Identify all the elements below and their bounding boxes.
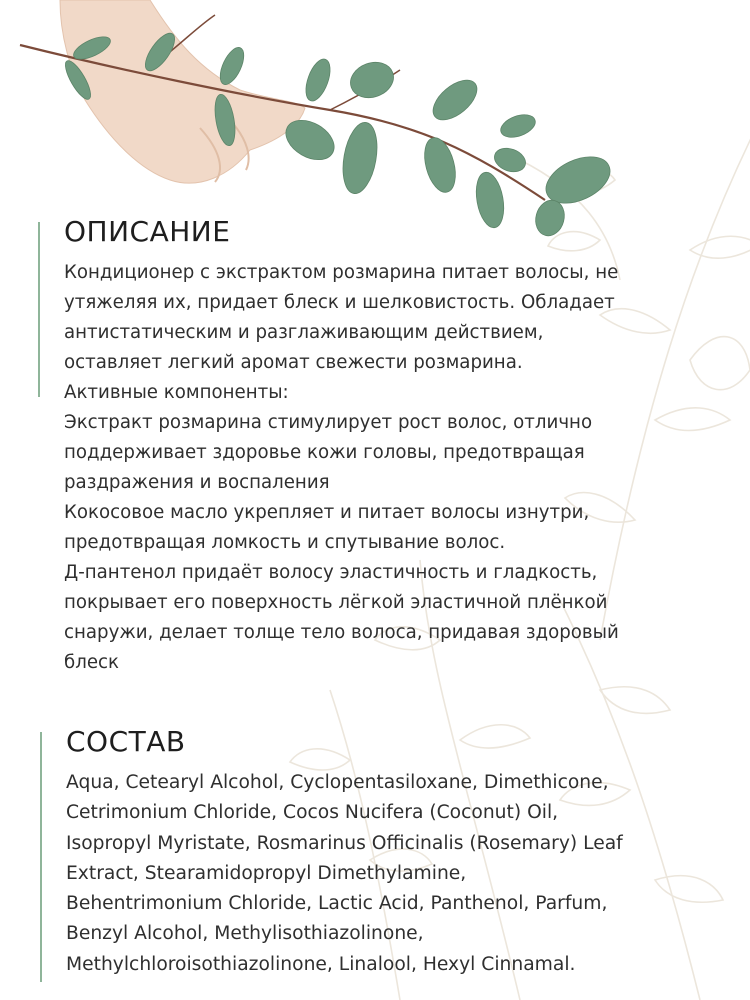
composition-line: Methylchloroisothiazolinone, Linalool, Hexyl Cinnamal.	[66, 953, 576, 975]
description-title: ОПИСАНИЕ	[64, 215, 231, 248]
eucalyptus-leaf	[346, 57, 399, 104]
description-line: Кокосовое масло укрепляет и питает волосы изнутри,	[64, 502, 590, 523]
description-line: оставляет легкий аромат свежести розмарина.	[64, 352, 523, 373]
description-line: утяжеляя их, придает блеск и шелковистость. Обладает	[64, 292, 615, 313]
eucalyptus-leaf	[472, 170, 507, 230]
eucalyptus-leaf	[419, 134, 461, 195]
description-line: предотвращая ломкость и спутывание волос.	[64, 532, 506, 553]
description-line: Кондиционер с экстрактом розмарина питает волосы, не	[64, 262, 619, 283]
composition-line: Cetrimonium Chloride, Cocos Nucifera (Coconut) Oil,	[66, 802, 559, 824]
composition-line: Behentrimonium Chloride, Lactic Acid, Panthenol, Parfum,	[66, 893, 608, 915]
hand-eucalyptus-illustration	[0, 0, 750, 250]
description-line: Д-пантенол придаёт волосу эластичность и гладкость,	[64, 562, 598, 583]
description-line: раздражения и воспаления	[64, 472, 330, 493]
composition-line: Aqua, Cetearyl Alcohol, Cyclopentasiloxane, Dimethicone,	[66, 772, 609, 793]
composition-line: Isopropyl Myristate, Rosmarinus Officinalis (Rosemary) Leaf	[66, 832, 623, 854]
eucalyptus-leaf	[426, 73, 484, 128]
composition-title: СОСТАВ	[66, 725, 186, 758]
description-text	[64, 258, 744, 678]
description-line: поддерживает здоровье кожи головы, предотвращая	[64, 442, 585, 463]
description-line: блеск	[64, 652, 120, 673]
composition-text	[66, 768, 746, 980]
description-line: покрывает его поверхность лёгкой эластичной плёнкой	[64, 592, 608, 613]
composition-line: Extract, Stearamidopropyl Dimethylamine,	[66, 862, 467, 884]
eucalyptus-leaf	[498, 110, 539, 141]
description-line: Экстракт розмарина стимулирует рост волос, отлично	[64, 412, 593, 433]
composition-accent-line	[40, 732, 42, 982]
composition-line: Benzyl Alcohol, Methylisothiazolinone,	[66, 923, 424, 945]
hand-illustration	[60, 0, 305, 183]
eucalyptus-leaf	[301, 56, 335, 104]
eucalyptus-leaf	[338, 120, 382, 196]
description-line: антистатическим и разглаживающим действием,	[64, 322, 544, 343]
description-line: Активные компоненты:	[64, 382, 289, 403]
description-accent-line	[38, 222, 40, 397]
eucalyptus-leaf	[491, 144, 529, 176]
description-line: снаружи, делает толще тело волоса, придавая здоровый	[64, 622, 619, 643]
